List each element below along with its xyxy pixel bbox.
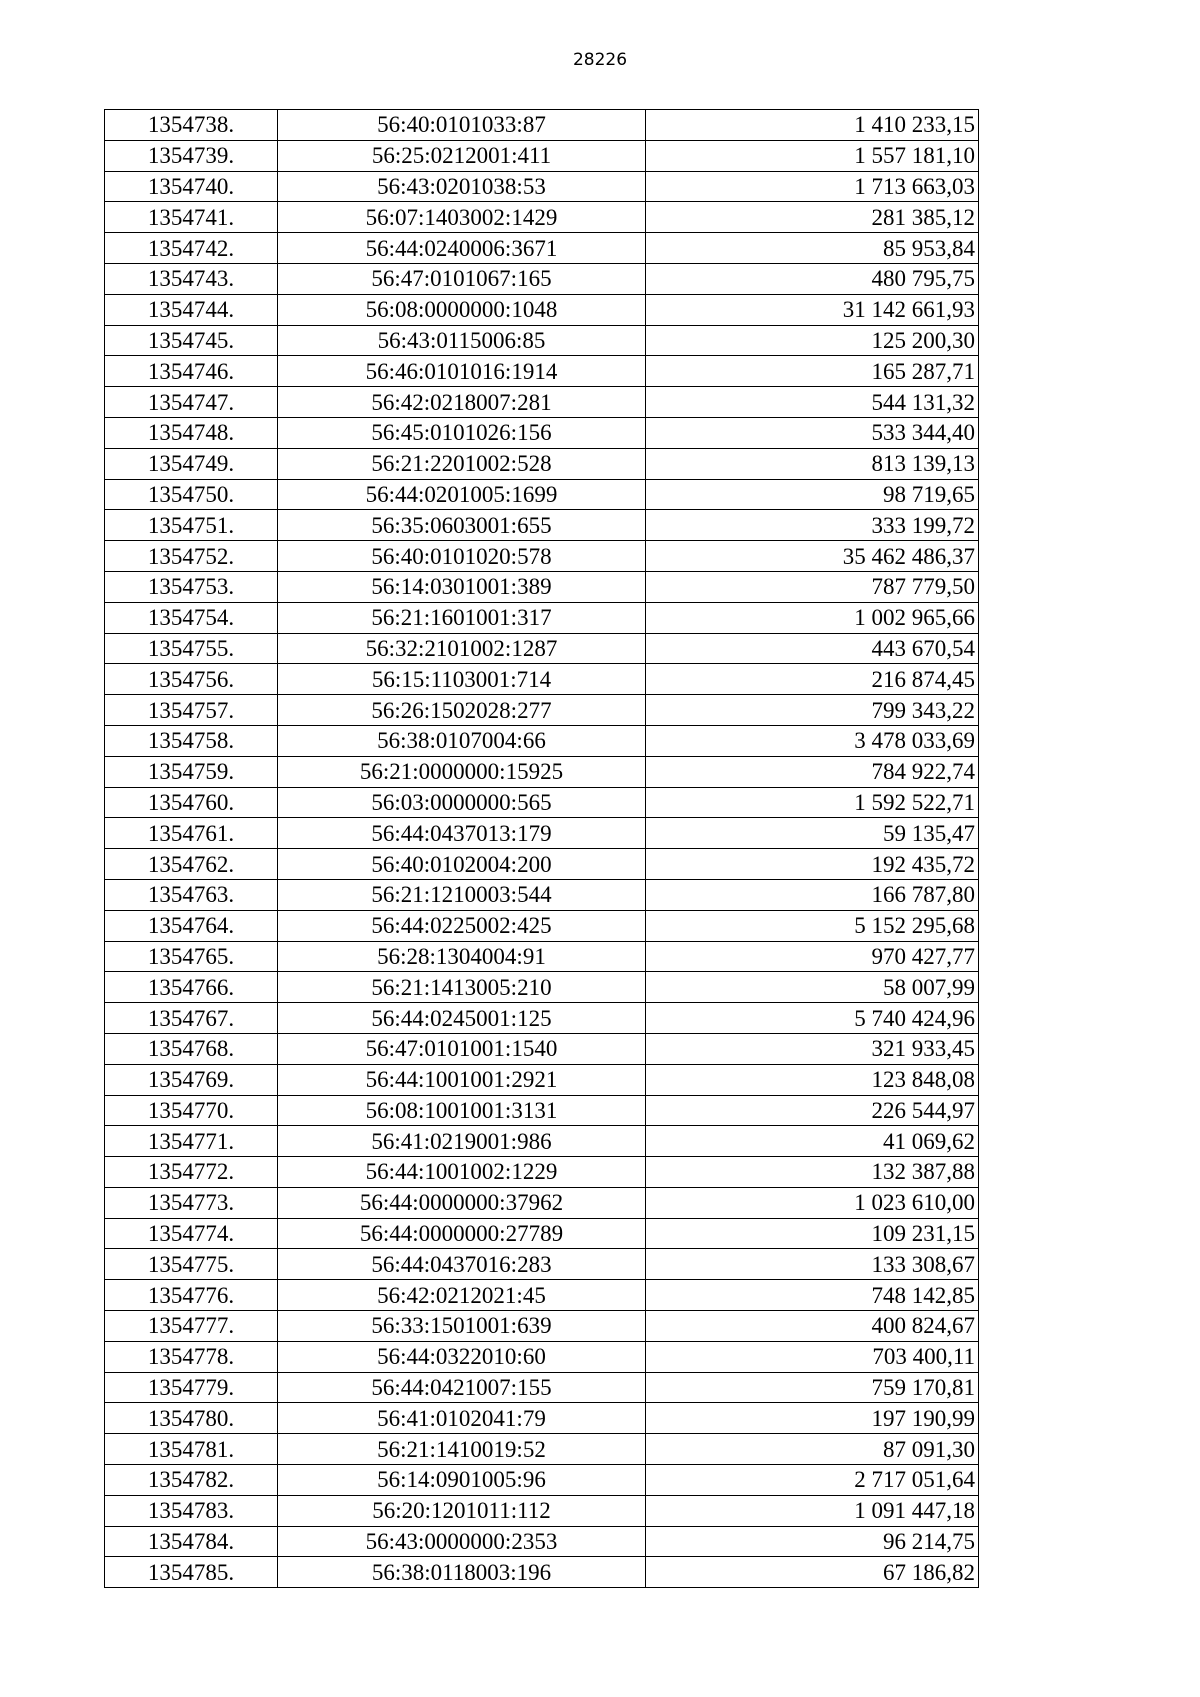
cadastral-number-cell: 56:44:0000000:27789: [278, 1218, 646, 1249]
cadastral-number-cell: 56:21:1413005:210: [278, 972, 646, 1003]
table-row: [105, 541, 979, 572]
cadastral-number-cell: 56:44:0225002:425: [278, 910, 646, 941]
table-row: [105, 202, 979, 233]
row-number-cell: 1354746.: [105, 356, 278, 387]
cadastral-number-cell: 56:14:0301001:389: [278, 571, 646, 602]
cadastral-value-cell: 321 933,45: [646, 1033, 979, 1064]
cadastral-value-cell: 703 400,11: [646, 1341, 979, 1372]
table-row: [105, 1064, 979, 1095]
table-row: [105, 417, 979, 448]
table-row: [105, 910, 979, 941]
table-row: [105, 1557, 979, 1588]
cadastral-number-cell: 56:45:0101026:156: [278, 417, 646, 448]
cadastral-number-cell: 56:28:1304004:91: [278, 941, 646, 972]
cadastral-value-cell: 98 719,65: [646, 479, 979, 510]
table-row: [105, 1403, 979, 1434]
cadastral-value-cell: 970 427,77: [646, 941, 979, 972]
table-row: [105, 664, 979, 695]
row-number-cell: 1354761.: [105, 818, 278, 849]
cadastral-number-cell: 56:44:1001001:2921: [278, 1064, 646, 1095]
cadastral-number-cell: 56:40:0101020:578: [278, 541, 646, 572]
cadastral-value-cell: 192 435,72: [646, 849, 979, 880]
table-body: [105, 110, 979, 1588]
table-row: [105, 1311, 979, 1342]
row-number-cell: 1354742.: [105, 233, 278, 264]
cadastral-number-cell: 56:44:0000000:37962: [278, 1187, 646, 1218]
table-row: [105, 294, 979, 325]
cadastral-value-cell: 216 874,45: [646, 664, 979, 695]
row-number-cell: 1354739.: [105, 140, 278, 171]
table-row: [105, 1341, 979, 1372]
cadastral-value-cell: 133 308,67: [646, 1249, 979, 1280]
row-number-cell: 1354785.: [105, 1557, 278, 1588]
cadastral-number-cell: 56:26:1502028:277: [278, 695, 646, 726]
row-number-cell: 1354744.: [105, 294, 278, 325]
cadastral-value-cell: 333 199,72: [646, 510, 979, 541]
cadastral-value-cell: 109 231,15: [646, 1218, 979, 1249]
cadastral-value-cell: 132 387,88: [646, 1157, 979, 1188]
cadastral-value-cell: 1 592 522,71: [646, 787, 979, 818]
cadastral-number-cell: 56:35:0603001:655: [278, 510, 646, 541]
row-number-cell: 1354748.: [105, 417, 278, 448]
cadastral-number-cell: 56:44:0201005:1699: [278, 479, 646, 510]
cadastral-value-cell: 281 385,12: [646, 202, 979, 233]
table-row: [105, 787, 979, 818]
cadastral-value-cell: 85 953,84: [646, 233, 979, 264]
cadastral-value-cell: 197 190,99: [646, 1403, 979, 1434]
row-number-cell: 1354773.: [105, 1187, 278, 1218]
table-row: [105, 695, 979, 726]
row-number-cell: 1354772.: [105, 1157, 278, 1188]
cadastral-value-cell: 759 170,81: [646, 1372, 979, 1403]
row-number-cell: 1354750.: [105, 479, 278, 510]
cadastral-number-cell: 56:44:0240006:3671: [278, 233, 646, 264]
row-number-cell: 1354784.: [105, 1526, 278, 1557]
table-row: [105, 1372, 979, 1403]
cadastral-number-cell: 56:15:1103001:714: [278, 664, 646, 695]
row-number-cell: 1354779.: [105, 1372, 278, 1403]
cadastral-value-cell: 31 142 661,93: [646, 294, 979, 325]
cadastral-number-cell: 56:08:1001001:3131: [278, 1095, 646, 1126]
row-number-cell: 1354760.: [105, 787, 278, 818]
cadastral-value-cell: 226 544,97: [646, 1095, 979, 1126]
table-row: [105, 233, 979, 264]
cadastral-number-cell: 56:44:0245001:125: [278, 1003, 646, 1034]
cadastral-value-cell: 443 670,54: [646, 633, 979, 664]
cadastral-number-cell: 56:14:0901005:96: [278, 1465, 646, 1496]
table-row: [105, 1495, 979, 1526]
row-number-cell: 1354745.: [105, 325, 278, 356]
row-number-cell: 1354770.: [105, 1095, 278, 1126]
table-row: [105, 1249, 979, 1280]
row-number-cell: 1354780.: [105, 1403, 278, 1434]
row-number-cell: 1354769.: [105, 1064, 278, 1095]
table-row: [105, 263, 979, 294]
cadastral-value-cell: 58 007,99: [646, 972, 979, 1003]
row-number-cell: 1354778.: [105, 1341, 278, 1372]
cadastral-value-cell: 2 717 051,64: [646, 1465, 979, 1496]
cadastral-value-cell: 5 740 424,96: [646, 1003, 979, 1034]
table-row: [105, 110, 979, 141]
cadastral-value-cell: 400 824,67: [646, 1311, 979, 1342]
table-row: [105, 1157, 979, 1188]
cadastral-number-cell: 56:42:0218007:281: [278, 387, 646, 418]
row-number-cell: 1354738.: [105, 110, 278, 141]
row-number-cell: 1354747.: [105, 387, 278, 418]
table-row: [105, 1003, 979, 1034]
table-row: [105, 571, 979, 602]
cadastral-value-cell: 87 091,30: [646, 1434, 979, 1465]
row-number-cell: 1354766.: [105, 972, 278, 1003]
cadastral-number-cell: 56:42:0212021:45: [278, 1280, 646, 1311]
row-number-cell: 1354782.: [105, 1465, 278, 1496]
table-row: [105, 1526, 979, 1557]
cadastral-number-cell: 56:41:0219001:986: [278, 1126, 646, 1157]
cadastral-value-table: [104, 109, 979, 1588]
cadastral-value-cell: 41 069,62: [646, 1126, 979, 1157]
table-row: [105, 1280, 979, 1311]
table-row: [105, 356, 979, 387]
table-row: [105, 849, 979, 880]
row-number-cell: 1354777.: [105, 1311, 278, 1342]
cadastral-value-cell: 165 287,71: [646, 356, 979, 387]
table-row: [105, 387, 979, 418]
cadastral-value-cell: 1 557 181,10: [646, 140, 979, 171]
cadastral-number-cell: 56:25:0212001:411: [278, 140, 646, 171]
row-number-cell: 1354754.: [105, 602, 278, 633]
cadastral-value-cell: 784 922,74: [646, 756, 979, 787]
cadastral-number-cell: 56:21:1410019:52: [278, 1434, 646, 1465]
cadastral-value-cell: 59 135,47: [646, 818, 979, 849]
table-row: [105, 602, 979, 633]
cadastral-value-cell: 166 787,80: [646, 879, 979, 910]
table-row: [105, 756, 979, 787]
row-number-cell: 1354783.: [105, 1495, 278, 1526]
table-row: [105, 725, 979, 756]
cadastral-number-cell: 56:21:2201002:528: [278, 448, 646, 479]
row-number-cell: 1354749.: [105, 448, 278, 479]
cadastral-number-cell: 56:44:0421007:155: [278, 1372, 646, 1403]
cadastral-value-cell: 1 410 233,15: [646, 110, 979, 141]
row-number-cell: 1354757.: [105, 695, 278, 726]
cadastral-number-cell: 56:46:0101016:1914: [278, 356, 646, 387]
cadastral-number-cell: 56:44:0437016:283: [278, 1249, 646, 1280]
row-number-cell: 1354774.: [105, 1218, 278, 1249]
cadastral-number-cell: 56:03:0000000:565: [278, 787, 646, 818]
cadastral-number-cell: 56:41:0102041:79: [278, 1403, 646, 1434]
cadastral-number-cell: 56:38:0107004:66: [278, 725, 646, 756]
row-number-cell: 1354771.: [105, 1126, 278, 1157]
cadastral-number-cell: 56:44:0437013:179: [278, 818, 646, 849]
row-number-cell: 1354768.: [105, 1033, 278, 1064]
cadastral-number-cell: 56:21:1601001:317: [278, 602, 646, 633]
cadastral-value-cell: 480 795,75: [646, 263, 979, 294]
table-row: [105, 1187, 979, 1218]
table-row: [105, 1218, 979, 1249]
row-number-cell: 1354752.: [105, 541, 278, 572]
cadastral-number-cell: 56:43:0201038:53: [278, 171, 646, 202]
cadastral-value-cell: 1 023 610,00: [646, 1187, 979, 1218]
cadastral-value-cell: 1 002 965,66: [646, 602, 979, 633]
cadastral-number-cell: 56:21:1210003:544: [278, 879, 646, 910]
row-number-cell: 1354743.: [105, 263, 278, 294]
row-number-cell: 1354762.: [105, 849, 278, 880]
row-number-cell: 1354776.: [105, 1280, 278, 1311]
cadastral-value-cell: 67 186,82: [646, 1557, 979, 1588]
cadastral-value-cell: 123 848,08: [646, 1064, 979, 1095]
cadastral-number-cell: 56:43:0000000:2353: [278, 1526, 646, 1557]
cadastral-number-cell: 56:40:0101033:87: [278, 110, 646, 141]
page-number: 28226: [572, 50, 628, 70]
cadastral-value-cell: 799 343,22: [646, 695, 979, 726]
table-row: [105, 510, 979, 541]
table-row: [105, 1465, 979, 1496]
cadastral-number-cell: 56:33:1501001:639: [278, 1311, 646, 1342]
cadastral-number-cell: 56:43:0115006:85: [278, 325, 646, 356]
cadastral-number-cell: 56:47:0101001:1540: [278, 1033, 646, 1064]
table-row: [105, 325, 979, 356]
cadastral-number-cell: 56:40:0102004:200: [278, 849, 646, 880]
row-number-cell: 1354759.: [105, 756, 278, 787]
cadastral-value-cell: 1 713 663,03: [646, 171, 979, 202]
row-number-cell: 1354751.: [105, 510, 278, 541]
cadastral-value-cell: 96 214,75: [646, 1526, 979, 1557]
row-number-cell: 1354753.: [105, 571, 278, 602]
table-row: [105, 1434, 979, 1465]
cadastral-number-cell: 56:21:0000000:15925: [278, 756, 646, 787]
cadastral-value-cell: 5 152 295,68: [646, 910, 979, 941]
row-number-cell: 1354741.: [105, 202, 278, 233]
table-row: [105, 1033, 979, 1064]
cadastral-number-cell: 56:07:1403002:1429: [278, 202, 646, 233]
cadastral-value-cell: 35 462 486,37: [646, 541, 979, 572]
cadastral-value-cell: 544 131,32: [646, 387, 979, 418]
row-number-cell: 1354763.: [105, 879, 278, 910]
cadastral-value-cell: 813 139,13: [646, 448, 979, 479]
cadastral-number-cell: 56:20:1201011:112: [278, 1495, 646, 1526]
row-number-cell: 1354756.: [105, 664, 278, 695]
table-row: [105, 448, 979, 479]
row-number-cell: 1354764.: [105, 910, 278, 941]
table-row: [105, 140, 979, 171]
table-row: [105, 633, 979, 664]
cadastral-number-cell: 56:32:2101002:1287: [278, 633, 646, 664]
row-number-cell: 1354767.: [105, 1003, 278, 1034]
table-row: [105, 1126, 979, 1157]
cadastral-number-cell: 56:38:0118003:196: [278, 1557, 646, 1588]
row-number-cell: 1354740.: [105, 171, 278, 202]
row-number-cell: 1354775.: [105, 1249, 278, 1280]
cadastral-value-cell: 1 091 447,18: [646, 1495, 979, 1526]
table-row: [105, 479, 979, 510]
row-number-cell: 1354781.: [105, 1434, 278, 1465]
cadastral-number-cell: 56:44:0322010:60: [278, 1341, 646, 1372]
cadastral-value-cell: 787 779,50: [646, 571, 979, 602]
table-row: [105, 879, 979, 910]
cadastral-value-cell: 3 478 033,69: [646, 725, 979, 756]
table-row: [105, 972, 979, 1003]
table-row: [105, 941, 979, 972]
row-number-cell: 1354765.: [105, 941, 278, 972]
cadastral-number-cell: 56:08:0000000:1048: [278, 294, 646, 325]
cadastral-value-cell: 533 344,40: [646, 417, 979, 448]
row-number-cell: 1354755.: [105, 633, 278, 664]
cadastral-value-cell: 125 200,30: [646, 325, 979, 356]
cadastral-number-cell: 56:44:1001002:1229: [278, 1157, 646, 1188]
table-row: [105, 1095, 979, 1126]
cadastral-value-cell: 748 142,85: [646, 1280, 979, 1311]
table-row: [105, 818, 979, 849]
cadastral-number-cell: 56:47:0101067:165: [278, 263, 646, 294]
row-number-cell: 1354758.: [105, 725, 278, 756]
table-row: [105, 171, 979, 202]
